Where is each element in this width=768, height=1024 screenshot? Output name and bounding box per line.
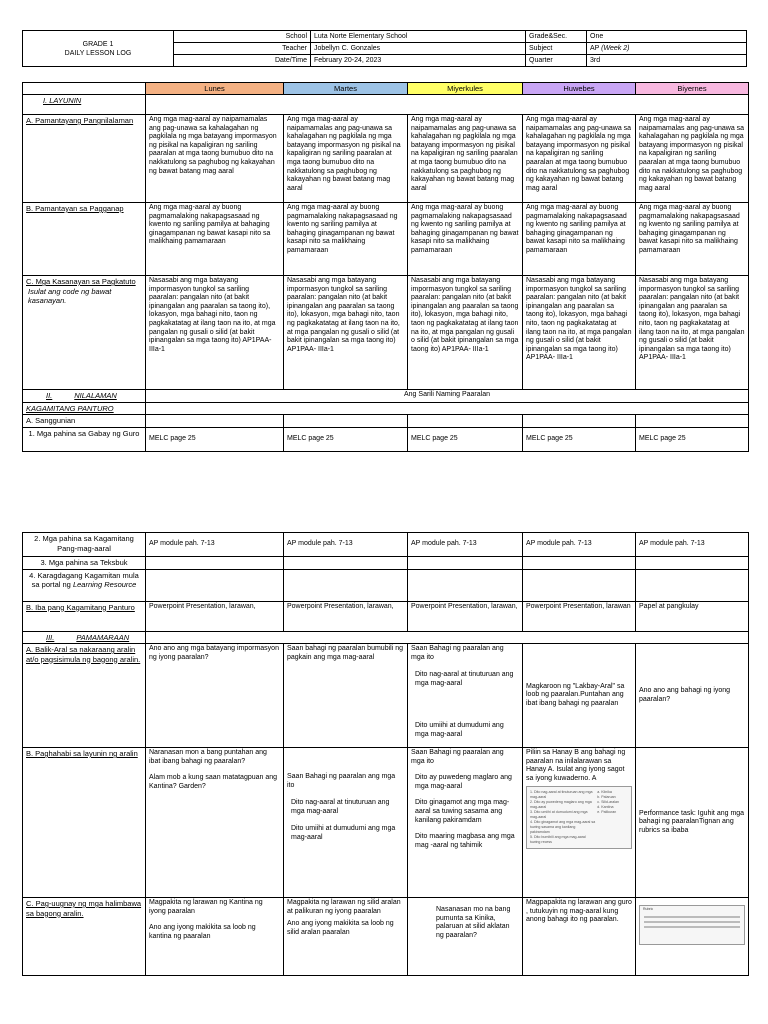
paghahabi-miy-l2: Dito ay puwedeng maglaro ang mga mag-aaral [415,774,512,790]
kagamitan-blank [146,402,749,415]
pagganap-martes: Ang mga mag-aaral ay buong pagmamalaking nakapagsasaad ng kwento ng sariling pamilya at bahaging ginagampanan ng bawat kasapi nito sa malikhaing pamamaraan [284,203,408,276]
paghahabi-lunes-q2: Alam mob a kung saan matatagpuan ang Kantina? Garden? [149,774,278,790]
pagkatuto-martes: Nasasabi ang mga batayang impormasyon tungkol sa sariling paaralan: pangalan nito (at bakit ipinangalan ang paaralan sa taong ito), lokasyon, mga bahagi nito, taon ng pagkakatatag at ilang taon na ito, at mga pangalan ng gusali o silid (at bakit ipinangalan sa mga taong ito) AP1PAA- IIIa-1 [284,276,408,390]
section-layunin: I. LAYUNIN [23,95,146,115]
pamamaraan-blank [146,631,749,644]
school-label: School [174,31,311,43]
pagkatuto-label-cell [23,276,146,390]
gradesec-label: Grade&Sec. [526,31,587,43]
pangnilalaman-biyernes: Ang mga mag-aaral ay naipamamalas ang pag-unawa sa kahalagahan ng pagkilala ng mga batayang impormasyon ng pisikal na kapaligiran ng sariling paaralan at mga taong bumubuo dito na nakkatulong sa paghubog ng kakayahan ng bawat batang mag aaral [636,115,749,203]
ibapang-biyernes: Papel at pangkulay [636,601,749,631]
sanggunian-biyernes [636,415,749,428]
pagkatuto-lunes: Nasasabi ang mga batayang impormasyon tungkol sa sariling paaralan: pangalan nito (at bakit ipinangalan ang paaralan sa taong ito), lokasyon, mga bahagi nito, taon ng pagkakatatag at ilang taon na ito, at mga pangalan ng gusali o silid (at bakit ipinangalan sa mga taong ito) AP1PAA- IIIa-1 [146,276,284,390]
kmag-miyerkules: AP module pah. 7-13 [408,533,523,557]
objectives-table [22,82,749,452]
day-martes: Martes [284,83,408,95]
match-option-c: c. Silid-aralan [597,800,620,805]
nilalaman-title: NILALAMAN [74,391,117,400]
kmag-huwebes: AP module pah. 7-13 [523,533,636,557]
grade-label: GRADE 1 [82,40,114,48]
datetime-value: February 20-24, 2023 [311,55,526,67]
gradesec-value: One [587,31,747,43]
match-item-3: 3. Dito umiihi at dumudumi ang mga mag-aaral [530,810,588,820]
school-value: Luta Norte Elementary School [311,31,526,43]
quarter-value: 3rd [587,55,747,67]
label-teksbuk: 3. Mga pahina sa Teksbuk [23,557,146,570]
label-learning-resource: Learning Resource [72,580,137,589]
karagdagang-huwebes [523,569,636,601]
rubric-line [644,916,740,918]
teacher-value: Jobellyn C. Gonzales [311,43,526,55]
label-gabay: 1. Mga pahina sa Gabay ng Guro [23,427,146,451]
label-pangnilalaman: A. Pamantayang Pangnilalaman [23,115,146,203]
uugnay-miyerkules: Nasanasan mo na bang pumunta sa Kinika, palaruan at silid aklatan ng paaralan? [408,898,523,976]
karagdagang-label-cell [23,569,146,601]
layunin-blank [146,95,749,115]
balik-huwebes: Magkaroon ng "Lakbay-Aral" sa loob ng paaralan.Puntahan ang ibat ibang bahagi ng paaralan [523,644,636,748]
gabay-lunes: MELC page 25 [146,427,284,451]
karagdagang-martes [284,569,408,601]
paghahabi-martes-l3: Dito umiihi at dumudumi ang mga mag-aaral [291,825,396,841]
label-paghahabi: B. Paghahabi sa layunin ng aralin [23,748,146,898]
matching-exercise-image [526,786,632,849]
header-table [22,30,747,67]
pagganap-lunes: Ang mga mag-aaral ay buong pagmamalaking nakapagsasaad ng kwento ng sariling pamilya at bahaging ginagampanan ng bawat kasapi nito sa malikhaing pamamaraan [146,203,284,276]
pangnilalaman-lunes: Ang mga mag-aaral ay naipamamalas ang pag-unawa sa kahalagahan ng pagkilala ng mga batayang impormasyon ng pisikal na kapaligiran ng sariling paaralan at mga taong bumubuo dito na nakkatulong sa paghubog ng kakayahan ng bawat batang mag aaral [146,115,284,203]
match-item-4: 4. Dito ginagamot ang mga mag-aaral sa tuwing sasama ang kanilang pakiramdam [530,820,596,835]
gabay-miyerkules: MELC page 25 [408,427,523,451]
nilalaman-value: Ang Sarili Naming Paaralan [146,390,749,403]
section-nilalaman [23,390,146,403]
uugnay-lunes [146,898,284,976]
subject-label: Subject [526,43,587,55]
uugnay-lunes-l1: Magpakita ng larawan ng Kantina ng iyong paaralan [149,899,263,915]
paghahabi-huwebes [523,748,636,898]
nilalaman-num: II. [46,391,53,400]
label-pagganap: B. Pamantayan sa Pagganap [23,203,146,276]
match-option-a: a. Klinika [597,790,612,795]
karagdagang-biyernes [636,569,749,601]
label-pagkatuto: C. Mga Kasanayan sa Pagkatuto [26,277,136,286]
pagkatuto-sublabel: Isulat ang code ng bawat kasanayan. [28,286,112,305]
day-header-row [23,83,749,95]
pagkatuto-biyernes: Nasasabi ang mga batayang impormasyon tungkol sa sariling paaralan: pangalan nito (at bakit ipinangalan ang paaralan sa taong ito), lokasyon, mga bahagi nito, taon ng pagkakatatag at ilang taon na ito, at mga pangalan ng gusali o silid (at bakit ipinangalan sa mga taong ito) AP1PAA- IIIa-1 [636,276,749,390]
label-iba-pang: B. Iba pang Kagamitang Panturo [23,601,146,631]
teksbuk-lunes [146,557,284,570]
section-kagamitan: KAGAMITANG PANTURO [23,402,146,415]
pamamaraan-title: PAMAMARAAN [76,632,130,642]
balik-martes: Saan bahagi ng paaralan bumubili ng pagkain ang mga mag-aaral [284,644,408,748]
sanggunian-martes [284,415,408,428]
uugnay-lunes-l2: Ano ang iyong makikita sa loob ng kantina ng paaralan [149,924,256,940]
grade-block [23,31,174,67]
label-kagamitang-mag-aaral: 2. Mga pahina sa Kagamitang Pang-mag-aaral [23,533,146,557]
uugnay-martes-l2: Ano ang iyong makikita sa loob ng silid aralan paaralan [287,920,394,936]
paghahabi-miy-l4: Dito maaring magbasa ang mga mag -aaral ng tahimik [415,833,515,849]
match-option-b: b. Palaruan [597,795,616,800]
balik-miyerkules [408,644,523,748]
match-option-d: d. Kantina [597,805,614,810]
balik-miy-line1: Saan Bahagi ng paaralan ang mga ito [411,645,504,661]
quarter-label: Quarter [526,55,587,67]
section-pamamaraan [23,631,146,644]
balik-miy-line3: Dito umiihi at dumudumi ang mga mag-aaral [415,722,504,738]
paghahabi-martes-l2: Dito nag-aaral at tinuturuan ang mga mag-aaral [291,799,390,815]
teksbuk-miyerkules [408,557,523,570]
rubric-title: Rubric [643,907,654,911]
pamamaraan-num: III. [46,632,55,642]
pangnilalaman-huwebes: Ang mga mag-aaral ay naipamamalas ang pag-unawa sa kahalagahan ng pagkilala ng mga batayang impormasyon ng pisikal na kapaligiran ng sariling paaralan at mga taong bumubuo dito na nakkatulong sa paghubog ng kakayahan ng bawat batang mag aaral [523,115,636,203]
datetime-label: Date/Time [174,55,311,67]
paghahabi-miy-l1: Saan Bahagi ng paaralan ang mga ito [411,749,504,765]
paghahabi-huw-instruction: Piliin sa Hanay B ang bahagi ng paaralan na inilalarawan sa Hanay A. Isulat ang iyong sagot sa iyong kuwaderno. A [526,749,626,782]
match-item-2: 2. Dito ay puwedeng maglaro ang mga mag-aaral [530,800,592,810]
sanggunian-lunes [146,415,284,428]
sanggunian-huwebes [523,415,636,428]
karagdagang-lunes [146,569,284,601]
ibapang-miyerkules: Powerpoint Presentation, larawan, [408,601,523,631]
karagdagang-miyerkules [408,569,523,601]
uugnay-martes [284,898,408,976]
uugnay-biyernes [636,898,749,976]
subject-week: (Week 2) [601,45,630,52]
paghahabi-martes [284,748,408,898]
teksbuk-huwebes [523,557,636,570]
day-huwebes: Huwebes [523,83,636,95]
teksbuk-martes [284,557,408,570]
teacher-label: Teacher [174,43,311,55]
ibapang-huwebes: Powerpoint Presentation, larawan [523,601,636,631]
pagkatuto-miyerkules: Nasasabi ang mga batayang impormasyon tungkol sa sariling paaralan: pangalan nito (at bakit ipinangalan ang paaralan sa taong ito), lokasyon, mga bahagi nito, taon ng pagkakatatag at ilang taon na ito, at mga pangalan ng gusali o silid (at bakit ipinangalan sa mga taong ito) AP1PAA- IIIa-1 [408,276,523,390]
label-balik-aral: A. Balik-Aral sa nakaraang aralin at/o pagsisimula ng bagong aralin. [23,644,146,748]
match-item-1: 1. Dito nag-aaral at tinuturuan ang mga mag-aaral [530,790,593,800]
balik-lunes: Ano ano ang mga batayang impormasyon ng iyong paaralan? [146,644,284,748]
lesson-table-page2 [22,532,749,976]
balik-biyernes: Ano ano ang bahagi ng iyong paaralan? [636,644,749,748]
subject-value [587,43,747,55]
match-item-5: 5. Dito bumibili ang mga mag-aaral tuwing recess [530,835,586,845]
pangnilalaman-miyerkules: Ang mga mag-aaral ay naipamamalas ang pag-unawa sa kahalagahan ng pagkilala ng mga batayang impormasyon ng pisikal na kapaligiran ng sariling paaralan at mga taong bumubuo dito na nakkatulong sa paghubog ng kakayahan ng bawat batang mag aaral [408,115,523,203]
day-miyerkules: Miyerkules [408,83,523,95]
pagkatuto-huwebes: Nasasabi ang mga batayang impormasyon tungkol sa sariling paaralan: pangalan nito (at bakit ipinangalan ang paaralan sa taong ito), lokasyon, mga bahagi nito, taon ng pagkakatatag at ilang taon na ito, at mga pangalan ng gusali o silid (at bakit ipinangalan sa mga taong ito) AP1PAA- IIIa-1 [523,276,636,390]
paghahabi-lunes [146,748,284,898]
rubric-line [644,921,740,923]
pagganap-huwebes: Ang mga mag-aaral ay buong pagmamalaking nakapagsasaad ng kwento ng sariling pamilya at bahaging ginagampanan ng bawat kasapi nito sa malikhaing pamamaraan [523,203,636,276]
label-karagdagang: 4. Karagdagang Kagamitan mula sa portal ng [29,570,139,589]
uugnay-huwebes: Magpapakita ng larawan ang guro , tutukuyin ng mag-aaral kung anong bahagi ito ng paaralan. [523,898,636,976]
paghahabi-martes-l1: Saan Bahagi ng paaralan ang mga ito [287,773,396,789]
paghahabi-lunes-q1: Naranasan mon a bang puntahan ang ibat ibang bahagi ng paaralan? [149,749,267,765]
gabay-biyernes: MELC page 25 [636,427,749,451]
ibapang-lunes: Powerpoint Presentation, larawan, [146,601,284,631]
sanggunian-miyerkules [408,415,523,428]
label-pag-uugnay: C. Pag-uugnay ng mga halimbawa sa bagong aralin. [23,898,146,976]
subject-name: AP [590,45,600,52]
kmag-lunes: AP module pah. 7-13 [146,533,284,557]
paghahabi-miy-l3: Dito ginagamot ang mga mag-aaral sa tuwing sasama ang kanilang pakiramdam [415,799,510,824]
pangnilalaman-martes: Ang mga mag-aaral ay naipamamalas ang pag-unawa sa kahalagahan ng pagkilala ng mga batayang impormasyon ng pisikal na kapaligiran ng sariling paaralan at mga taong bumubuo dito na nakkatulong sa paghubog ng kakayahan ng bawat batang mag aaral [284,115,408,203]
paghahabi-biyernes: Performance task: Iguhit ang mga bahagi ng paaralanTignan ang rubrics sa ibaba [636,748,749,898]
section-sanggunian: A. Sanggunian [23,415,146,428]
corner-cell [23,83,146,95]
kmag-martes: AP module pah. 7-13 [284,533,408,557]
paghahabi-miyerkules [408,748,523,898]
pagganap-miyerkules: Ang mga mag-aaral ay buong pagmamalaking nakapagsasaad ng kwento ng sariling pamilya at bahaging ginagampanan ng bawat kasapi nito sa malikhaing pamamaraan [408,203,523,276]
rubric-image [639,905,745,945]
pagganap-biyernes: Ang mga mag-aaral ay buong pagmamalaking nakapagsasaad ng kwento ng sariling pamilya at bahaging ginagampanan ng bawat kasapi nito sa malikhaing pamamaraan [636,203,749,276]
ibapang-martes: Powerpoint Presentation, larawan, [284,601,408,631]
log-title: DAILY LESSON LOG [64,49,132,57]
matching-column-b [595,790,628,845]
match-option-e: e. Palikuran [597,810,617,815]
teksbuk-biyernes [636,557,749,570]
balik-miy-line2: Dito nag-aaral at tinuturuan ang mga mag-aaral [415,671,514,687]
gabay-martes: MELC page 25 [284,427,408,451]
gabay-huwebes: MELC page 25 [523,427,636,451]
kmag-biyernes: AP module pah. 7-13 [636,533,749,557]
day-lunes: Lunes [146,83,284,95]
rubric-line [644,926,740,928]
matching-column-a [530,790,595,845]
uugnay-martes-l1: Magpakita ng larawan ng silid aralan at palikuran ng iyong paaralan [287,899,401,915]
day-biyernes: Biyernes [636,83,749,95]
